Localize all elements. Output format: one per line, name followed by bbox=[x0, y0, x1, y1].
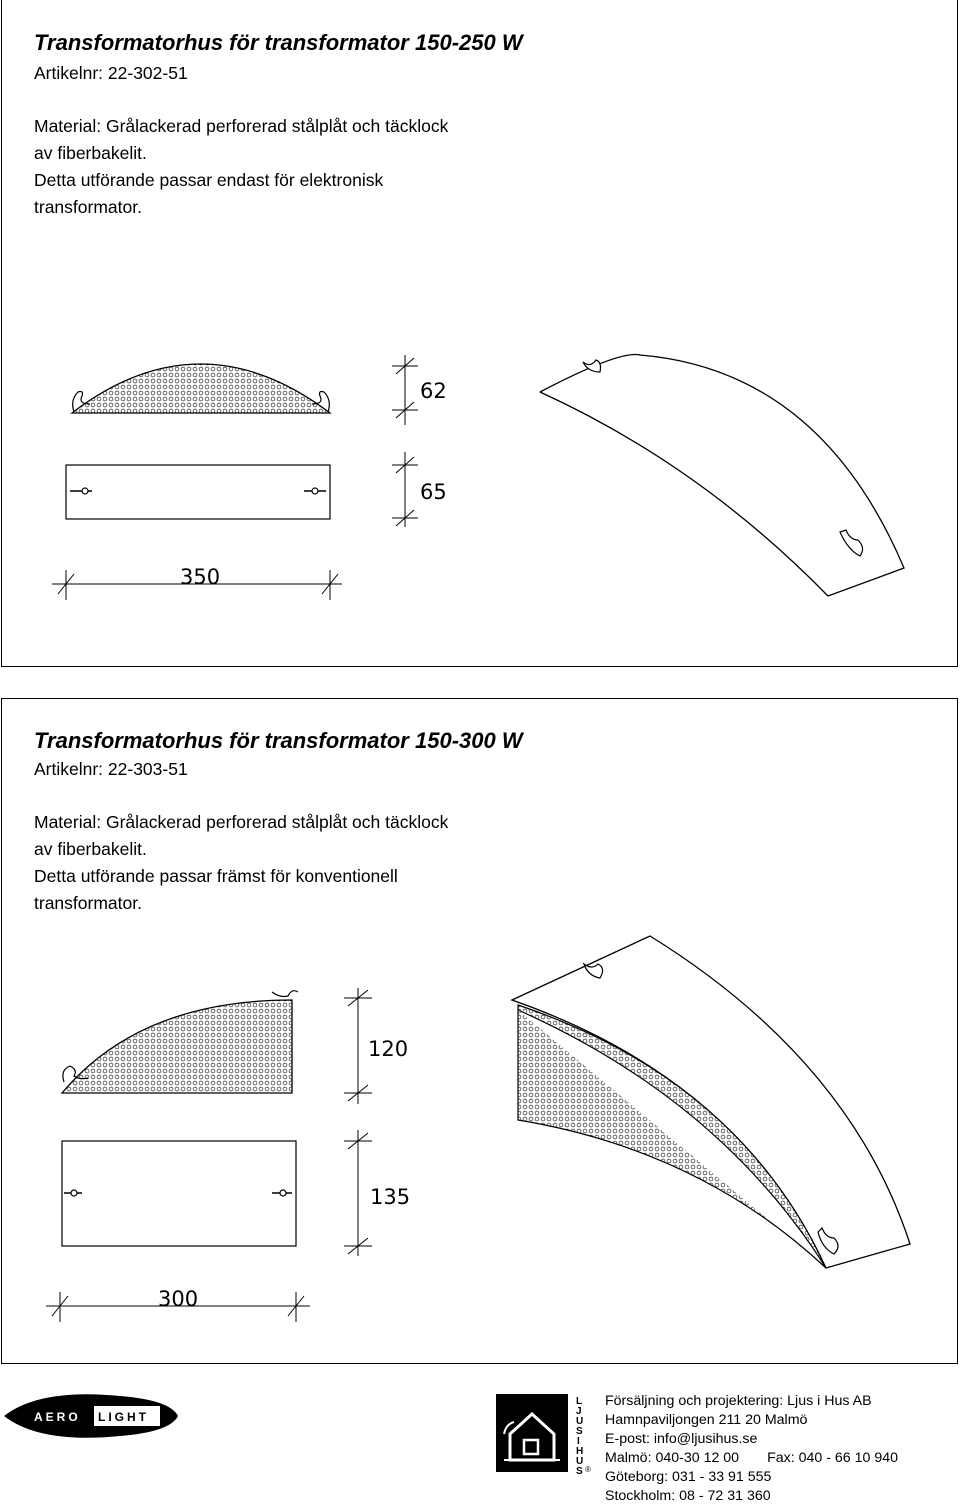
product-title: Transformatorhus för transformator 150-250 W bbox=[34, 30, 523, 55]
depth-label: 65 bbox=[420, 480, 447, 504]
wing-nut-icon bbox=[272, 991, 298, 997]
height-label: 62 bbox=[420, 379, 447, 403]
material-line: av fiberbakelit. bbox=[34, 839, 147, 859]
note-line: transformator. bbox=[34, 893, 142, 913]
logo-letter: U bbox=[576, 1416, 584, 1427]
logo-letter: S bbox=[576, 1426, 583, 1437]
depth-label: 135 bbox=[370, 1185, 411, 1209]
address-line: Hamnpaviljongen 211 20 Malmö bbox=[605, 1412, 808, 1428]
note-line: Detta utförande passar endast för elektronisk bbox=[34, 170, 384, 190]
screw-icon bbox=[71, 1190, 77, 1196]
side-view bbox=[62, 991, 298, 1093]
fax-number: Fax: 040 - 66 10 940 bbox=[767, 1450, 899, 1466]
logo-text-light: LIGHT bbox=[98, 1410, 149, 1424]
width-label: 300 bbox=[158, 1287, 199, 1311]
logo-letter: S bbox=[576, 1466, 583, 1474]
ljusihus-logo bbox=[496, 1394, 596, 1474]
stockholm-line: Stockholm: 08 - 72 31 360 bbox=[605, 1488, 771, 1504]
article-number: Artikelnr: 22-303-51 bbox=[34, 759, 188, 779]
company-line: Försäljning och projektering: Ljus i Hus AB bbox=[605, 1393, 872, 1409]
material-line: Material: Grålackerad perforerad stålplåt och täcklock bbox=[34, 116, 449, 136]
contact-info bbox=[605, 1392, 898, 1506]
goteborg-line: Göteborg: 031 - 33 91 555 bbox=[605, 1469, 772, 1485]
malmo-phone: Malmö: 040-30 12 00 bbox=[605, 1450, 740, 1466]
note-line: Detta utförande passar främst för konventionell bbox=[34, 866, 398, 886]
article-number: Artikelnr: 22-302-51 bbox=[34, 63, 188, 83]
logo-letter: U bbox=[576, 1456, 584, 1467]
material-line: av fiberbakelit. bbox=[34, 143, 147, 163]
material-line: Material: Grålackerad perforerad stålplåt och täcklock bbox=[34, 812, 449, 832]
depth-dimension bbox=[344, 1130, 372, 1256]
phone-fax-line bbox=[605, 1449, 898, 1468]
logo-letter: L bbox=[576, 1396, 583, 1407]
registered-mark: ® bbox=[585, 1465, 591, 1474]
height-label: 120 bbox=[368, 1037, 409, 1061]
width-label: 350 bbox=[180, 565, 221, 589]
aerolight-logo bbox=[0, 1390, 190, 1446]
logo-letter: J bbox=[576, 1406, 582, 1417]
top-view bbox=[62, 1141, 296, 1246]
logo-letter: H bbox=[576, 1446, 584, 1457]
product-title: Transformatorhus för transformator 150-300 W bbox=[34, 728, 523, 753]
logo-letter: I bbox=[577, 1436, 580, 1447]
note-line: transformator. bbox=[34, 197, 142, 217]
screw-icon bbox=[280, 1190, 286, 1196]
email-line: E-post: info@ljusihus.se bbox=[605, 1431, 758, 1447]
perspective-view bbox=[512, 936, 910, 1268]
logo-text-aero: AERO bbox=[34, 1410, 81, 1424]
